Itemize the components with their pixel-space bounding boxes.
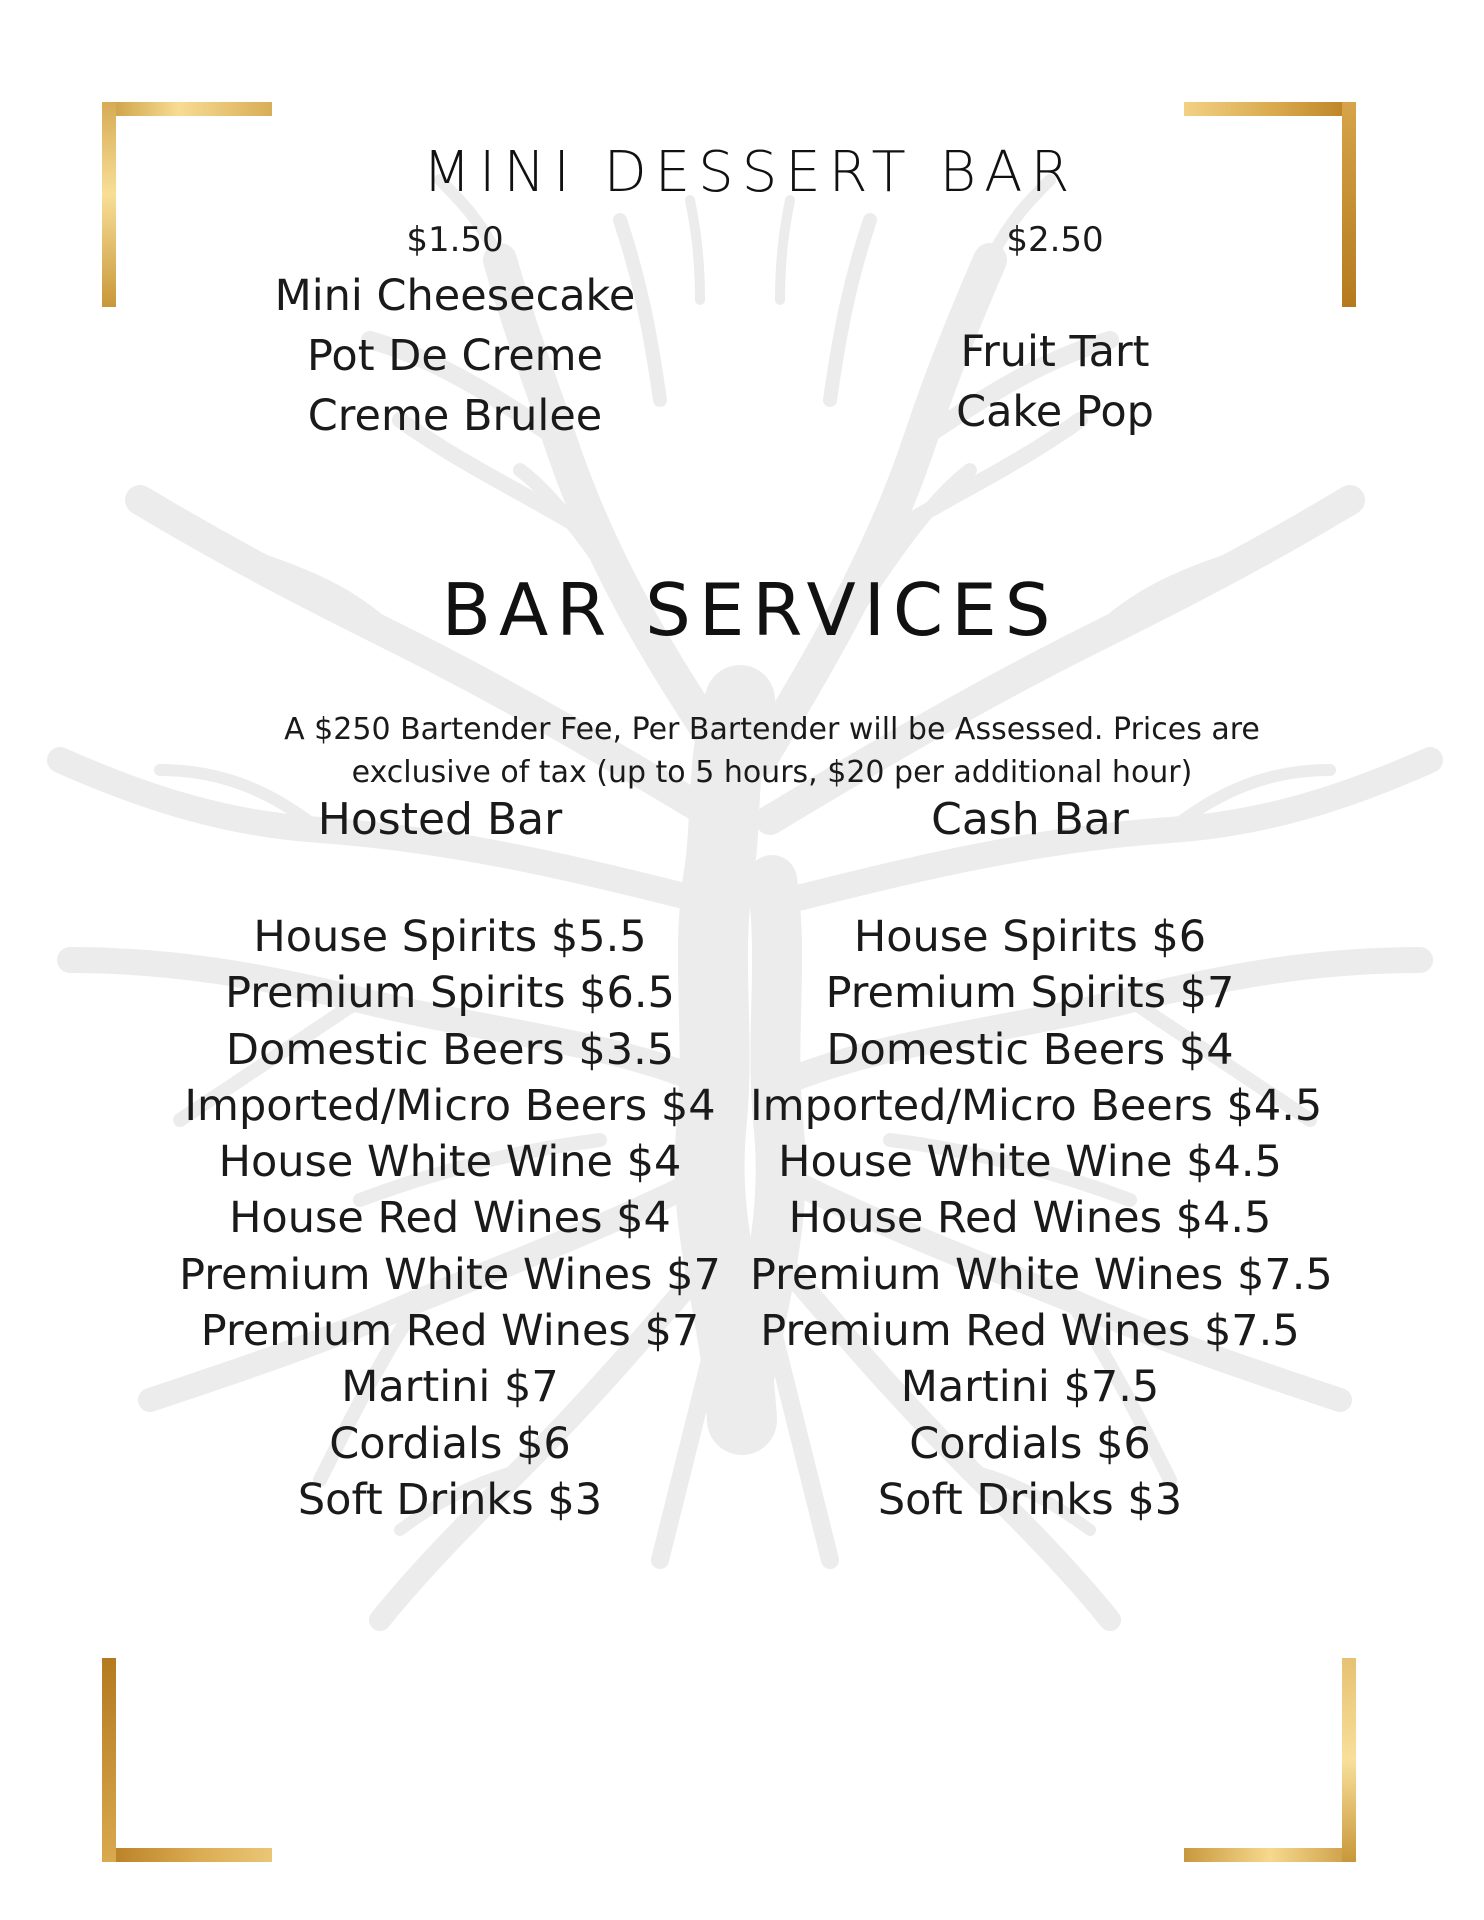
list-item: Premium White Wines $7.5 xyxy=(750,1249,1333,1300)
cash-bar-column xyxy=(750,794,1333,1528)
list-item: Premium Red Wines $7.5 xyxy=(760,1306,1300,1357)
dessert-column-left xyxy=(210,220,700,446)
list-item: Martini $7 xyxy=(341,1362,559,1413)
list-item: Cordials $6 xyxy=(329,1418,571,1469)
list-item: House Red Wines $4.5 xyxy=(788,1193,1272,1244)
dessert-item: Cake Pop xyxy=(956,387,1154,437)
list-item: Domestic Beers $4 xyxy=(826,1024,1234,1075)
fee-line: exclusive of tax (up to 5 hours, $20 per additional hour) xyxy=(351,755,1193,790)
list-item: Martini $7.5 xyxy=(900,1362,1160,1413)
list-item: Imported/Micro Beers $4.5 xyxy=(750,1080,1323,1131)
list-item: House Red Wines $4 xyxy=(229,1193,671,1244)
list-item: House Spirits $6 xyxy=(853,912,1207,962)
dessert-list-right xyxy=(810,322,1300,442)
dessert-item: Fruit Tart xyxy=(960,327,1150,377)
list-item: Premium White Wines $7 xyxy=(179,1249,721,1300)
hosted-bar-heading: Hosted Bar xyxy=(317,794,563,845)
list-item: Soft Drinks $3 xyxy=(877,1474,1183,1525)
dessert-column-right xyxy=(810,220,1300,442)
list-item: Cordials $6 xyxy=(909,1418,1151,1469)
bartender-fee-note xyxy=(180,708,1364,794)
dessert-price-right: $2.50 xyxy=(1006,220,1104,260)
list-item: Imported/Micro Beers $4 xyxy=(184,1080,716,1131)
dessert-section-title: MINI DESSERT BAR xyxy=(422,140,1078,205)
cash-bar-list xyxy=(750,909,1333,1528)
list-item: Soft Drinks $3 xyxy=(297,1474,603,1525)
dessert-item: Mini Cheesecake xyxy=(274,271,636,321)
dessert-price-left: $1.50 xyxy=(406,220,504,260)
cash-bar-heading: Cash Bar xyxy=(931,794,1129,845)
list-item: House White Wine $4.5 xyxy=(778,1137,1282,1188)
dessert-list-left xyxy=(210,266,700,446)
hosted-bar-list xyxy=(170,909,730,1528)
list-item: House Spirits $5.5 xyxy=(253,912,647,962)
bar-section-title: BAR SERVICES xyxy=(441,568,1059,652)
fee-line: A $250 Bartender Fee, Per Bartender will be Assessed. Prices are xyxy=(284,712,1260,747)
dessert-item: Pot De Creme xyxy=(306,331,604,381)
list-item: Premium Spirits $7 xyxy=(825,968,1235,1019)
list-item: Domestic Beers $3.5 xyxy=(225,1024,675,1075)
hosted-bar-column xyxy=(170,795,730,1528)
list-item: Premium Spirits $6.5 xyxy=(225,968,675,1019)
list-item: Premium Red Wines $7 xyxy=(200,1306,700,1357)
dessert-item: Creme Brulee xyxy=(307,391,603,441)
list-item: House White Wine $4 xyxy=(218,1137,682,1188)
